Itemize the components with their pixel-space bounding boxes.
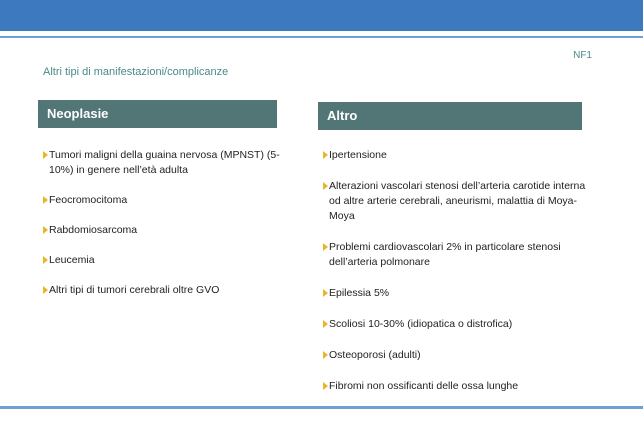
bullet-arrow-icon	[43, 226, 48, 234]
list-item: Scoliosi 10-30% (idiopatica o distrofica)	[323, 317, 593, 332]
bullet-arrow-icon	[43, 256, 48, 264]
bullet-arrow-icon	[323, 351, 328, 359]
bullet-arrow-icon	[323, 382, 328, 390]
bullet-arrow-icon	[323, 320, 328, 328]
bullet-arrow-icon	[323, 151, 328, 159]
list-item: Problemi cardiovascolari 2% in particolare stenosi dell’arteria polmonare	[323, 240, 593, 270]
bullet-arrow-icon	[43, 151, 48, 159]
slide-code-label: NF1	[573, 50, 592, 61]
bottom-divider	[0, 406, 643, 409]
altro-list	[323, 148, 593, 410]
list-item: Altri tipi di tumori cerebrali oltre GVO	[43, 283, 293, 298]
neoplasie-list	[43, 148, 293, 313]
list-item: Epilessia 5%	[323, 286, 593, 301]
list-item: Fibromi non ossificanti delle ossa lunghe	[323, 379, 593, 394]
top-divider	[0, 36, 643, 38]
list-item: Ipertensione	[323, 148, 593, 163]
list-item: Osteoporosi (adulti)	[323, 348, 593, 363]
altro-header-label: Altro	[327, 108, 358, 123]
bullet-arrow-icon	[43, 286, 48, 294]
neoplasie-header	[38, 100, 277, 128]
list-item: Tumori maligni della guaina nervosa (MPNST) (5-10%) in genere nell’età adulta	[43, 148, 293, 178]
bullet-arrow-icon	[43, 196, 48, 204]
list-item: Alterazioni vascolari stenosi dell’arteria carotide interna od altre arterie cerebrali, aneurismi, malattia di Moya-Moya	[323, 179, 593, 224]
list-item: Leucemia	[43, 253, 293, 268]
bullet-arrow-icon	[323, 182, 328, 190]
list-item: Feocromocitoma	[43, 193, 293, 208]
bullet-arrow-icon	[323, 289, 328, 297]
bullet-arrow-icon	[323, 243, 328, 251]
neoplasie-header-label: Neoplasie	[47, 106, 109, 121]
list-item: Rabdomiosarcoma	[43, 223, 293, 238]
slide-subtitle: Altri tipi di manifestazioni/complicanze	[43, 66, 229, 78]
top-title-band	[0, 0, 643, 31]
altro-header	[318, 102, 582, 130]
